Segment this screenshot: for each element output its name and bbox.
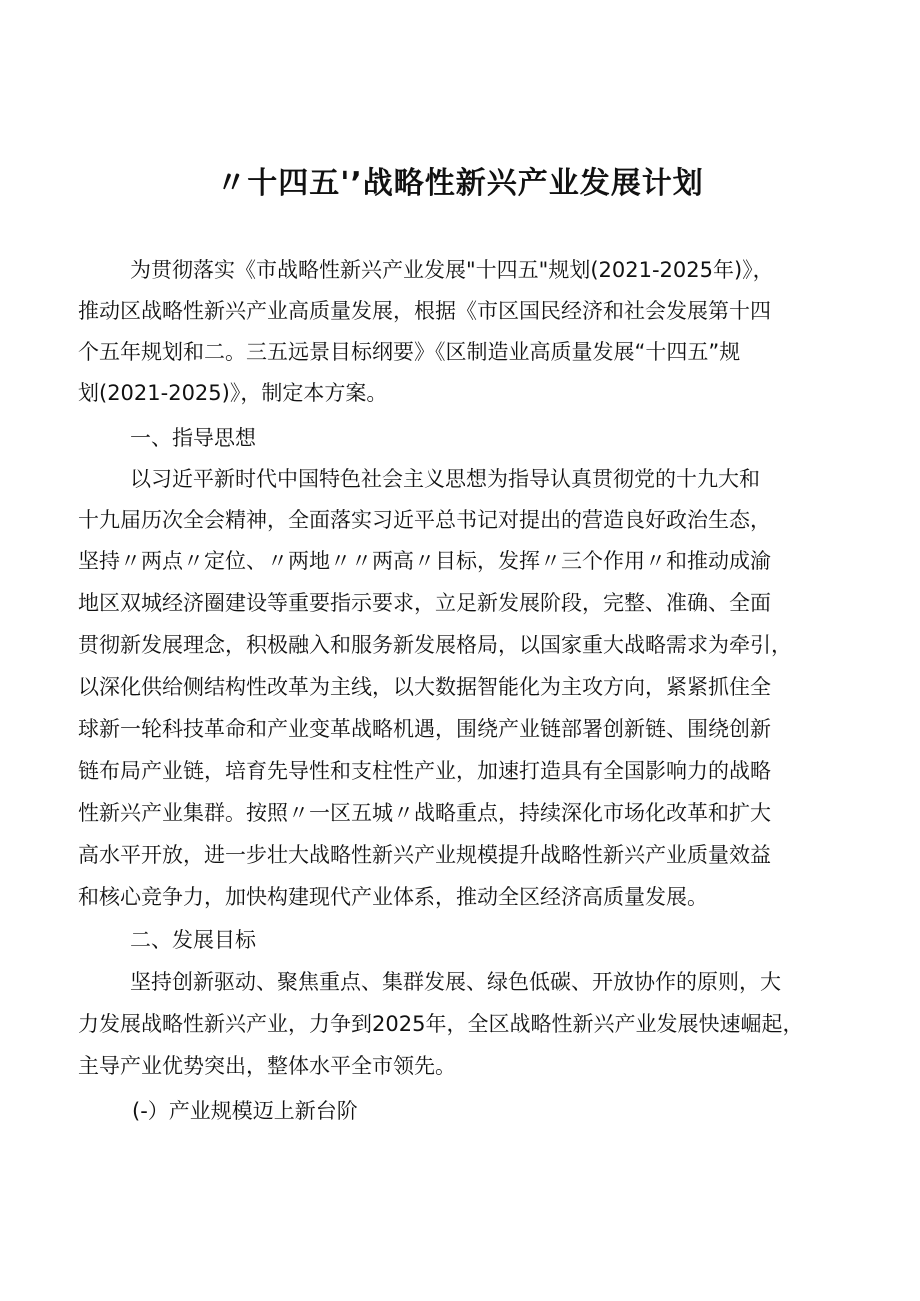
paragraph-line: 推动区战略性新兴产业高质量发展，根据《市区国民经济和社会发展第十四 <box>78 299 771 323</box>
paragraph-line: 坚持创新驱动、聚焦重点、集群发展、绿色低碳、开放协作的原则，大 <box>130 970 781 994</box>
subsection-heading: (-）产业规模迈上新台阶 <box>132 1099 358 1123</box>
paragraph-line: 以习近平新时代中国特色社会主义思想为指导认真贯彻党的十九大和 <box>130 467 760 491</box>
paragraph-line: 以深化供给侧结构性改革为主线，以大数据智能化为主攻方向，紧紧抓住全 <box>78 675 771 699</box>
paragraph-line: 地区双城经济圈建设等重要指示要求，立足新发展阶段，完整、准确、全面 <box>78 591 771 615</box>
paragraph-line: 力发展战略性新兴产业，力争到2025年，全区战略性新兴产业发展快速崛起， <box>78 1012 804 1036</box>
paragraph-line: 和核心竞争力，加快构建现代产业体系，推动全区经济高质量发展。 <box>78 885 708 909</box>
paragraph-line: 为贯彻落实《市战略性新兴产业发展"十四五"规划(2021-2025年)》， <box>130 258 774 282</box>
paragraph-line: 球新一轮科技革命和产业变革战略机遇，围绕产业链部署创新链、围绕创新 <box>78 717 771 741</box>
paragraph-line: 十九届历次全会精神，全面落实习近平总书记对提出的营造良好政治生态， <box>78 508 771 532</box>
paragraph-line: 性新兴产业集群。按照〃一区五城〃战略重点，持续深化市场化改革和扩大 <box>78 801 771 825</box>
section-heading: 一、指导思想 <box>130 426 256 450</box>
paragraph-line: 坚持〃两点〃定位、〃两地〃〃两高〃目标，发挥〃三个作用〃和推动成渝 <box>78 549 771 573</box>
section-heading: 二、发展目标 <box>130 928 256 952</box>
paragraph-line: 贯彻新发展理念，积极融入和服务新发展格局，以国家重大战略需求为牵引， <box>78 633 792 657</box>
paragraph-line: 划(2021-2025)》，制定本方案。 <box>78 381 388 405</box>
document-title: 〃十四五'’战略性新兴产业发展计划 <box>216 166 704 201</box>
paragraph-line: 主导产业优势突出，整体水平全市领先。 <box>78 1054 456 1078</box>
paragraph-line: 个五年规划和二。三五远景目标纲要》《区制造业高质量发展“十四五”规 <box>78 340 741 364</box>
paragraph-line: 高水平开放，进一步壮大战略性新兴产业规模提升战略性新兴产业质量效益 <box>78 843 771 867</box>
paragraph-line: 链布局产业链，培育先导性和支柱性产业，加速打造具有全国影响力的战略 <box>78 759 771 783</box>
